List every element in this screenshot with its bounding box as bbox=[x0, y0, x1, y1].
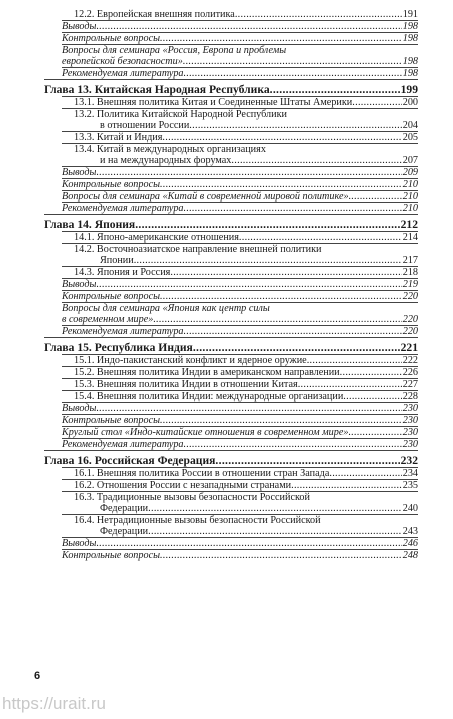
toc-entry-title: Рекомендуемая литература bbox=[62, 439, 184, 450]
toc-entry-title: 13.1. Внешняя политика Китая и Соединенные Штаты Америки bbox=[74, 97, 353, 108]
toc-appendix-entry[interactable] bbox=[62, 33, 418, 44]
toc-page-number: 226 bbox=[402, 367, 418, 378]
toc-leader-dots bbox=[329, 468, 401, 479]
toc-appendix-entry[interactable] bbox=[62, 415, 418, 426]
toc-appendix-entry[interactable] bbox=[62, 191, 418, 202]
toc-page-number: 214 bbox=[402, 232, 418, 243]
toc-leader-dots bbox=[160, 179, 402, 190]
toc-page-number: 210 bbox=[402, 203, 418, 214]
toc-entry-title: Контрольные вопросы bbox=[62, 291, 160, 302]
toc-page-number: 230 bbox=[402, 427, 418, 438]
toc-leader-dots bbox=[349, 191, 402, 202]
toc-leader-dots bbox=[298, 379, 402, 390]
toc-chapter-entry[interactable] bbox=[44, 341, 418, 354]
toc-leader-dots bbox=[160, 33, 402, 44]
toc-leader-dots bbox=[291, 480, 402, 491]
toc-page-number: 234 bbox=[402, 468, 418, 479]
toc-entry-title: европейской безопасности» bbox=[62, 56, 183, 67]
toc-page-number: 228 bbox=[402, 391, 418, 402]
toc-page-number: 230 bbox=[402, 403, 418, 414]
toc-section-entry[interactable] bbox=[62, 379, 418, 390]
page-number: 6 bbox=[34, 670, 41, 682]
toc-entry-title: Глава 13. Китайская Народная Республика bbox=[44, 83, 270, 96]
toc-entry-title: Выводы bbox=[62, 403, 97, 414]
toc-page-number: 218 bbox=[402, 267, 418, 278]
toc-page-number: 246 bbox=[402, 538, 418, 549]
toc-page-number: 198 bbox=[402, 33, 418, 44]
toc-entry-title: Рекомендуемая литература bbox=[62, 326, 184, 337]
toc-leader-dots bbox=[343, 391, 401, 402]
toc-page-number: 230 bbox=[402, 415, 418, 426]
toc-page-number: 204 bbox=[402, 120, 418, 131]
toc-entry-title: Японии bbox=[100, 255, 134, 266]
toc-leader-dots bbox=[96, 538, 401, 549]
table-of-contents bbox=[44, 9, 418, 561]
toc-section-entry[interactable] bbox=[62, 97, 418, 108]
watermark-url: https://urait.ru bbox=[2, 694, 106, 713]
toc-entry-title: Глава 16. Российская Федерация bbox=[44, 454, 216, 467]
toc-entry-title: Круглый стол «Индо-китайские отношения в современном мире» bbox=[62, 427, 349, 438]
toc-entry-title: Контрольные вопросы bbox=[62, 33, 160, 44]
toc-page-number: 198 bbox=[402, 68, 418, 79]
toc-divider bbox=[44, 214, 418, 215]
toc-leader-dots bbox=[215, 454, 399, 467]
toc-appendix-entry[interactable] bbox=[62, 427, 418, 438]
toc-appendix-entry[interactable] bbox=[62, 179, 418, 190]
toc-page-number: 200 bbox=[402, 97, 418, 108]
toc-appendix-entry[interactable] bbox=[62, 45, 418, 67]
toc-leader-dots bbox=[340, 367, 402, 378]
toc-page-number: 207 bbox=[402, 155, 418, 166]
toc-chapter-entry[interactable] bbox=[44, 83, 418, 96]
toc-section-entry[interactable] bbox=[62, 355, 418, 366]
toc-page-number: 243 bbox=[402, 526, 418, 537]
toc-section-entry[interactable] bbox=[62, 132, 418, 143]
toc-leader-dots bbox=[170, 267, 401, 278]
toc-leader-dots bbox=[96, 403, 401, 414]
toc-leader-dots bbox=[153, 314, 401, 325]
toc-leader-dots bbox=[96, 279, 401, 290]
toc-leader-dots bbox=[184, 439, 402, 450]
toc-page-number: 240 bbox=[402, 503, 418, 514]
toc-page-number: 199 bbox=[400, 83, 418, 96]
toc-page-number: 210 bbox=[402, 179, 418, 190]
toc-section-entry[interactable] bbox=[62, 515, 418, 537]
toc-page-number: 198 bbox=[402, 56, 418, 67]
toc-leader-dots bbox=[148, 526, 402, 537]
toc-entry-title: 15.3. Внешняя политика Индии в отношении Китая bbox=[74, 379, 298, 390]
toc-entry-title: Выводы bbox=[62, 538, 97, 549]
toc-page-number: 191 bbox=[402, 9, 418, 20]
toc-leader-dots bbox=[348, 427, 401, 438]
toc-entry-title: Вопросы для семинара «Китай в современной мировой политике» bbox=[62, 191, 349, 202]
toc-entry-title: Федерации bbox=[100, 526, 149, 537]
toc-appendix-entry[interactable] bbox=[62, 279, 418, 290]
toc-page-number: 205 bbox=[402, 132, 418, 143]
toc-entry-title: Рекомендуемая литература bbox=[62, 68, 184, 79]
toc-leader-dots bbox=[307, 355, 402, 366]
toc-entry-title: Контрольные вопросы bbox=[62, 415, 160, 426]
toc-entry-title-line: 13.4. Китай в международных организациях bbox=[74, 144, 266, 155]
toc-leader-dots bbox=[160, 291, 402, 302]
toc-entry-title: Выводы bbox=[62, 21, 97, 32]
toc-page-number: 198 bbox=[402, 21, 418, 32]
toc-section-entry[interactable] bbox=[62, 109, 418, 131]
toc-section-entry[interactable] bbox=[62, 144, 418, 166]
toc-entry-title: Контрольные вопросы bbox=[62, 179, 160, 190]
toc-entry-title: Выводы bbox=[62, 279, 97, 290]
toc-appendix-entry[interactable] bbox=[62, 403, 418, 414]
toc-entry-title: 15.2. Внешняя политика Индии в американском направлении bbox=[74, 367, 340, 378]
toc-section-entry[interactable] bbox=[62, 9, 418, 20]
toc-leader-dots bbox=[135, 218, 399, 231]
toc-entry-title: Рекомендуемая литература bbox=[62, 203, 184, 214]
toc-entry-title-line: 14.2. Восточноазиатское направление внешней политики bbox=[74, 244, 322, 255]
toc-page-number: 227 bbox=[402, 379, 418, 390]
toc-leader-dots bbox=[162, 132, 401, 143]
toc-entry-title: 13.3. Китай и Индия bbox=[74, 132, 163, 143]
toc-page-number: 210 bbox=[402, 191, 418, 202]
toc-leader-dots bbox=[134, 255, 402, 266]
toc-leader-dots bbox=[235, 9, 402, 20]
toc-section-entry[interactable] bbox=[62, 244, 418, 266]
toc-section-entry[interactable] bbox=[62, 480, 418, 491]
toc-entry-title: 16.2. Отношения России с незападными странами bbox=[74, 480, 292, 491]
toc-entry-title: 16.1. Внешняя политика России в отношении стран Запада bbox=[74, 468, 330, 479]
toc-entry-title: 15.1. Индо-пакистанский конфликт и ядерное оружие bbox=[74, 355, 307, 366]
toc-entry-title: в современном мире» bbox=[62, 314, 154, 325]
toc-entry-title-line: 16.4. Нетрадиционные вызовы безопасности Российской bbox=[74, 515, 321, 526]
toc-entry-title: 14.3. Япония и Россия bbox=[74, 267, 171, 278]
toc-appendix-entry[interactable] bbox=[62, 326, 418, 337]
toc-page-number: 219 bbox=[402, 279, 418, 290]
toc-page-number: 235 bbox=[402, 480, 418, 491]
toc-entry-title: Глава 14. Япония bbox=[44, 218, 136, 231]
toc-appendix-entry[interactable] bbox=[62, 303, 418, 325]
toc-section-entry[interactable] bbox=[62, 367, 418, 378]
toc-page-number: 221 bbox=[400, 341, 418, 354]
toc-entry-title-line: 13.2. Политика Китайской Народной Республики bbox=[74, 109, 287, 120]
toc-leader-dots bbox=[160, 415, 402, 426]
toc-page-number: 232 bbox=[400, 454, 418, 467]
toc-page-number: 220 bbox=[402, 314, 418, 325]
toc-leader-dots bbox=[352, 97, 401, 108]
toc-appendix-entry[interactable] bbox=[62, 167, 418, 178]
toc-leader-dots bbox=[160, 550, 402, 561]
toc-appendix-entry[interactable] bbox=[62, 203, 418, 214]
toc-page-number: 248 bbox=[402, 550, 418, 561]
toc-appendix-entry[interactable] bbox=[62, 291, 418, 302]
toc-divider bbox=[44, 337, 418, 338]
toc-page-number: 230 bbox=[402, 439, 418, 450]
toc-page-number: 217 bbox=[402, 255, 418, 266]
toc-leader-dots bbox=[184, 68, 402, 79]
toc-entry-title: Глава 15. Республика Индия bbox=[44, 341, 193, 354]
toc-leader-dots bbox=[183, 56, 402, 67]
toc-leader-dots bbox=[96, 21, 401, 32]
toc-page-number: 209 bbox=[402, 167, 418, 178]
toc-page-number: 212 bbox=[400, 218, 418, 231]
toc-leader-dots bbox=[189, 120, 401, 131]
toc-appendix-entry[interactable] bbox=[62, 550, 418, 561]
toc-entry-title: Контрольные вопросы bbox=[62, 550, 160, 561]
toc-appendix-entry[interactable] bbox=[62, 538, 418, 549]
toc-page-number: 220 bbox=[402, 326, 418, 337]
toc-section-entry[interactable] bbox=[62, 468, 418, 479]
toc-entry-title-line: Вопросы для семинара «Россия, Европа и проблемы bbox=[62, 45, 287, 56]
toc-entry-title-line: Вопросы для семинара «Япония как центр силы bbox=[62, 303, 270, 314]
toc-entry-title: Выводы bbox=[62, 167, 97, 178]
toc-leader-dots bbox=[239, 232, 402, 243]
toc-entry-title: 12.2. Европейская внешняя политика bbox=[74, 9, 235, 20]
toc-appendix-entry[interactable] bbox=[62, 21, 418, 32]
toc-entry-title: Федерации bbox=[100, 503, 149, 514]
toc-section-entry[interactable] bbox=[62, 267, 418, 278]
toc-section-entry[interactable] bbox=[62, 232, 418, 243]
toc-leader-dots bbox=[231, 155, 401, 166]
toc-section-entry[interactable] bbox=[62, 492, 418, 514]
toc-leader-dots bbox=[184, 203, 402, 214]
toc-leader-dots bbox=[193, 341, 400, 354]
toc-divider bbox=[44, 450, 418, 451]
toc-appendix-entry[interactable] bbox=[62, 68, 418, 79]
toc-chapter-entry[interactable] bbox=[44, 454, 418, 467]
toc-entry-title: и на международных форумах bbox=[100, 155, 232, 166]
toc-leader-dots bbox=[96, 167, 401, 178]
toc-chapter-entry[interactable] bbox=[44, 218, 418, 231]
toc-entry-title: 15.4. Внешняя политика Индии: международные организации bbox=[74, 391, 344, 402]
toc-leader-dots bbox=[148, 503, 402, 514]
toc-page-number: 220 bbox=[402, 291, 418, 302]
toc-leader-dots bbox=[184, 326, 402, 337]
toc-entry-title: в отношении России bbox=[100, 120, 190, 131]
toc-section-entry[interactable] bbox=[62, 391, 418, 402]
toc-entry-title: 14.1. Японо-американские отношения bbox=[74, 232, 239, 243]
toc-page-number: 222 bbox=[402, 355, 418, 366]
toc-appendix-entry[interactable] bbox=[62, 439, 418, 450]
toc-leader-dots bbox=[270, 83, 400, 96]
toc-entry-title-line: 16.3. Традиционные вызовы безопасности Российской bbox=[74, 492, 310, 503]
toc-divider bbox=[44, 79, 418, 80]
